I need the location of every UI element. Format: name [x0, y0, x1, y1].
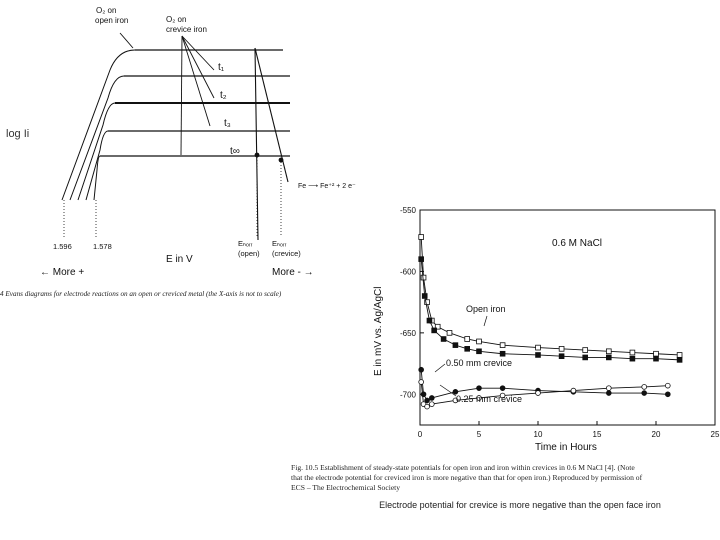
- evans-caption: 4 Evans diagrams for electrode reactions on an open or creviced metal (the X-axis is not to scale): [0, 290, 282, 298]
- x-tick-label: 15: [592, 430, 602, 439]
- data-point: [559, 346, 564, 351]
- data-point: [419, 367, 424, 372]
- data-point: [465, 346, 470, 351]
- data-point: [630, 356, 635, 361]
- caption-line-3: ECS – The Electrochemical Society: [291, 483, 401, 492]
- time-label-t3: t₃: [224, 118, 231, 129]
- x-tick-label: 0: [417, 430, 423, 439]
- data-point: [642, 391, 647, 396]
- data-point: [500, 386, 505, 391]
- evans-diagram: [62, 33, 290, 240]
- data-point: [606, 349, 611, 354]
- data-point: [419, 257, 424, 262]
- data-point: [583, 348, 588, 353]
- ecorr-crevice-line1: Eₕₒᵣᵣ: [272, 239, 287, 248]
- data-point: [427, 318, 432, 323]
- series-label-025: 0.25 mm crevice: [456, 394, 523, 404]
- arrow-open-iron: [120, 33, 133, 48]
- chart-title: 0.6 M NaCl: [552, 238, 603, 249]
- log-current-label: log Ii: [6, 128, 30, 140]
- data-point: [465, 337, 470, 342]
- data-point: [571, 388, 576, 393]
- y-tick-label: -700: [399, 390, 416, 400]
- data-point: [432, 328, 437, 333]
- leader-050: [435, 364, 445, 372]
- data-point: [429, 396, 434, 401]
- o2-open-label-line2: open iron: [95, 16, 129, 25]
- time-label-t1: t₁: [218, 62, 225, 73]
- more-minus-label: More - →: [272, 267, 314, 278]
- caption-line-2: that the electrode potential for creviced iron is more negative than that for open iron.) Reproduced by permission of: [291, 473, 643, 482]
- data-point: [477, 339, 482, 344]
- slide-note: Electrode potential for crevice is more negative than the open face iron: [379, 500, 661, 510]
- data-point: [419, 380, 424, 385]
- intersection-point: [279, 158, 284, 163]
- data-point: [665, 383, 670, 388]
- x-tick-label: 10: [533, 430, 543, 439]
- data-point: [447, 330, 452, 335]
- potential-time-chart: [373, 206, 720, 453]
- data-point: [606, 386, 611, 391]
- y-axis-label: E in mV vs. Ag/AgCl: [373, 286, 384, 376]
- data-point: [642, 385, 647, 390]
- intersection-point: [255, 153, 260, 158]
- ecorr-open-line2: (open): [238, 249, 260, 258]
- o2-crevice-label-line1: O₂ on: [166, 15, 187, 24]
- x-tick-label: 20: [651, 430, 661, 439]
- tick-1596: 1.596: [53, 242, 72, 251]
- data-point: [425, 404, 430, 409]
- data-point: [429, 402, 434, 407]
- data-point: [453, 343, 458, 348]
- x-axis: [418, 421, 720, 439]
- time-label-t2: t₂: [220, 90, 227, 101]
- leader-open-iron: [484, 316, 487, 326]
- x-tick-label: 5: [476, 430, 482, 439]
- evans-xlabel: E in V: [166, 254, 193, 265]
- cathodic-curve-open: [62, 50, 135, 200]
- series-line-1: [421, 259, 679, 360]
- figure-caption: [291, 463, 643, 492]
- ecorr-open-line1: Eₕₒᵣᵣ: [238, 239, 253, 248]
- data-point: [677, 357, 682, 362]
- caption-line-1: Fig. 10.5 Establishment of steady-state potentials for open iron and iron within crevices in 0.6 M NaCl [4]. (Note: [291, 463, 635, 472]
- data-point: [606, 355, 611, 360]
- anodic-line-open: [255, 48, 258, 240]
- data-point: [422, 294, 427, 299]
- arrow-t1: [182, 36, 214, 70]
- data-point: [559, 354, 564, 359]
- data-point: [630, 350, 635, 355]
- cathodic-curve-t1: [70, 76, 124, 200]
- data-point: [536, 391, 541, 396]
- series-label-050: 0.50 mm crevice: [446, 358, 513, 368]
- fe-reaction-label: Fe ⟶ Fe⁺² + 2 e⁻: [298, 183, 356, 190]
- data-point: [500, 351, 505, 356]
- cathodic-curve-tinf: [94, 156, 100, 200]
- data-point: [536, 353, 541, 358]
- x-tick-label: 25: [710, 430, 720, 439]
- cathodic-curve-t2: [78, 103, 115, 200]
- ecorr-crevice-line2: (crevice): [272, 249, 301, 258]
- data-point: [665, 392, 670, 397]
- y-tick-label: -600: [399, 267, 416, 277]
- data-point: [441, 337, 446, 342]
- series-line-0: [421, 237, 679, 355]
- y-tick-label: -550: [399, 206, 416, 215]
- y-tick-label: -650: [399, 328, 416, 338]
- more-plus-label: ← More +: [40, 267, 85, 278]
- data-point: [536, 345, 541, 350]
- data-point: [677, 353, 682, 358]
- data-point: [477, 386, 482, 391]
- data-point: [500, 343, 505, 348]
- data-point: [654, 351, 659, 356]
- o2-crevice-label-line2: crevice iron: [166, 25, 207, 34]
- data-point: [606, 391, 611, 396]
- tick-1578: 1.578: [93, 242, 112, 251]
- o2-open-label-line1: O₂ on: [96, 6, 117, 15]
- data-point: [583, 355, 588, 360]
- arrow-tinf: [181, 36, 182, 155]
- x-axis-label: Time in Hours: [535, 442, 597, 453]
- series-group: [419, 235, 682, 409]
- data-point: [477, 349, 482, 354]
- series-label-open-iron: Open iron: [466, 304, 506, 314]
- anodic-line-crevice: [255, 48, 288, 182]
- time-label-tinf: t∞: [230, 146, 240, 157]
- data-point: [654, 356, 659, 361]
- data-point: [419, 235, 424, 240]
